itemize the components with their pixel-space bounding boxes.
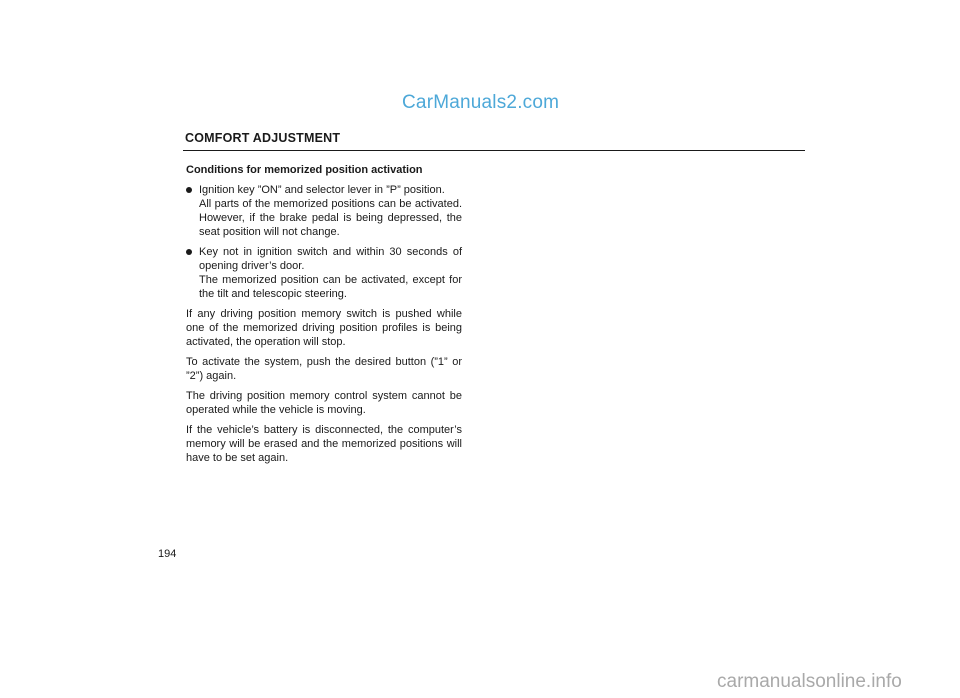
content-heading: Conditions for memorized position activation (186, 164, 423, 176)
watermark-carmanuals2: CarManuals2.com (402, 92, 560, 113)
bullet-dot-icon (186, 249, 192, 255)
paragraph-battery-disconnected: If the vehicle’s battery is disconnected, the computer’s memory will be erased and the memorized positions will have to be set again. (186, 424, 462, 464)
watermark-carmanualsonline: carmanualsonline.info (717, 671, 902, 692)
manual-content (186, 163, 462, 471)
paragraph-operation-stop: If any driving position memory switch is pushed while one of the memorized driving position profiles is being activated, the operation will stop. (186, 308, 462, 348)
bullet-title: Key not in ignition switch and within 30 seconds of opening driver’s door. (199, 246, 462, 272)
paragraph-activate-again: To activate the system, push the desired button (”1” or ”2”) again. (186, 356, 462, 382)
bullet-item-ignition-on (186, 183, 462, 239)
bullet-body: The memorized position can be activated, except for the tilt and telescopic steering. (199, 274, 462, 300)
bullet-item-key-not-in-ignition (186, 245, 462, 301)
page-number: 194 (158, 548, 177, 560)
bullet-dot-icon (186, 187, 192, 193)
bullet-body: All parts of the memorized positions can be activated. However, if the brake pedal is being depressed, the seat position will not change. (199, 198, 462, 238)
bullet-title: Ignition key ”ON” and selector lever in ”P” position. (199, 184, 445, 196)
header-divider (183, 150, 805, 151)
section-header: COMFORT ADJUSTMENT (185, 131, 341, 145)
paragraph-vehicle-moving: The driving position memory control system cannot be operated while the vehicle is moving. (186, 390, 462, 416)
